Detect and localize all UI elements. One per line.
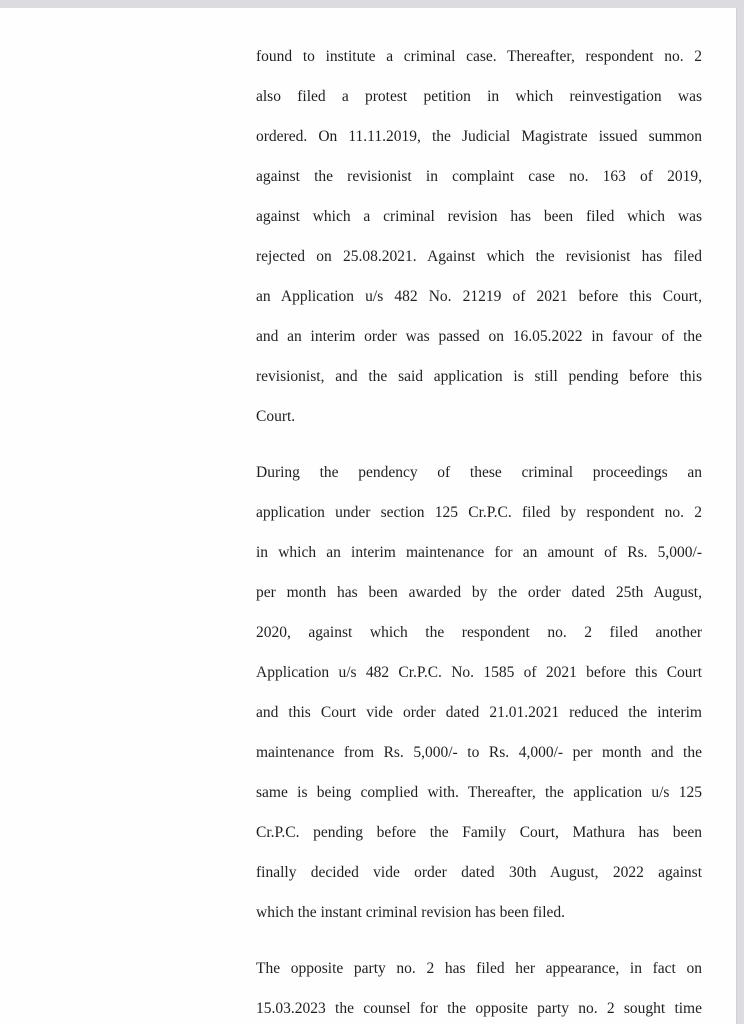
- text-line: against the revisionist in complaint case no. 163 of 2019,: [256, 168, 702, 185]
- text-line: found to institute a criminal case. Thereafter, respondent no. 2: [256, 48, 702, 65]
- text-line: same is being complied with. Thereafter, the application u/s 125: [256, 784, 702, 801]
- text-line: maintenance from Rs. 5,000/- to Rs. 4,000/- per month and the: [256, 744, 702, 761]
- paragraph: [256, 50, 702, 450]
- text-line: per month has been awarded by the order dated 25th August,: [256, 584, 702, 601]
- document-page[interactable]: [0, 8, 737, 1024]
- text-line: ordered. On 11.11.2019, the Judicial Magistrate issued summon: [256, 128, 702, 145]
- text-line: and an interim order was passed on 16.05.2022 in favour of the: [256, 328, 702, 345]
- text-line: also filed a protest petition in which reinvestigation was: [256, 88, 702, 105]
- text-line: and this Court vide order dated 21.01.2021 reduced the interim: [256, 704, 702, 721]
- text-column: [256, 50, 702, 1024]
- text-line: Court.: [256, 408, 296, 425]
- text-line: against which a criminal revision has been filed which was: [256, 208, 702, 225]
- text-line: application under section 125 Cr.P.C. filed by respondent no. 2: [256, 504, 702, 521]
- text-line: in which an interim maintenance for an amount of Rs. 5,000/-: [256, 544, 702, 561]
- paragraph: [256, 466, 702, 946]
- text-line: During the pendency of these criminal proceedings an: [256, 464, 702, 481]
- text-line: Application u/s 482 Cr.P.C. No. 1585 of 2021 before this Court: [256, 664, 702, 681]
- text-line: 2020, against which the respondent no. 2 filed another: [256, 624, 702, 641]
- text-line: rejected on 25.08.2021. Against which the revisionist has filed: [256, 248, 702, 265]
- text-line: finally decided vide order dated 30th August, 2022 against: [256, 864, 702, 881]
- text-line: 15.03.2023 the counsel for the opposite party no. 2 sought time: [256, 1000, 702, 1017]
- text-line: which the instant criminal revision has been filed.: [256, 904, 566, 921]
- paragraph: [256, 962, 702, 1024]
- text-line: Cr.P.C. pending before the Family Court, Mathura has been: [256, 824, 702, 841]
- text-line: revisionist, and the said application is still pending before this: [256, 368, 702, 385]
- text-line: The opposite party no. 2 has filed her appearance, in fact on: [256, 960, 702, 977]
- text-line: an Application u/s 482 No. 21219 of 2021 before this Court,: [256, 288, 702, 305]
